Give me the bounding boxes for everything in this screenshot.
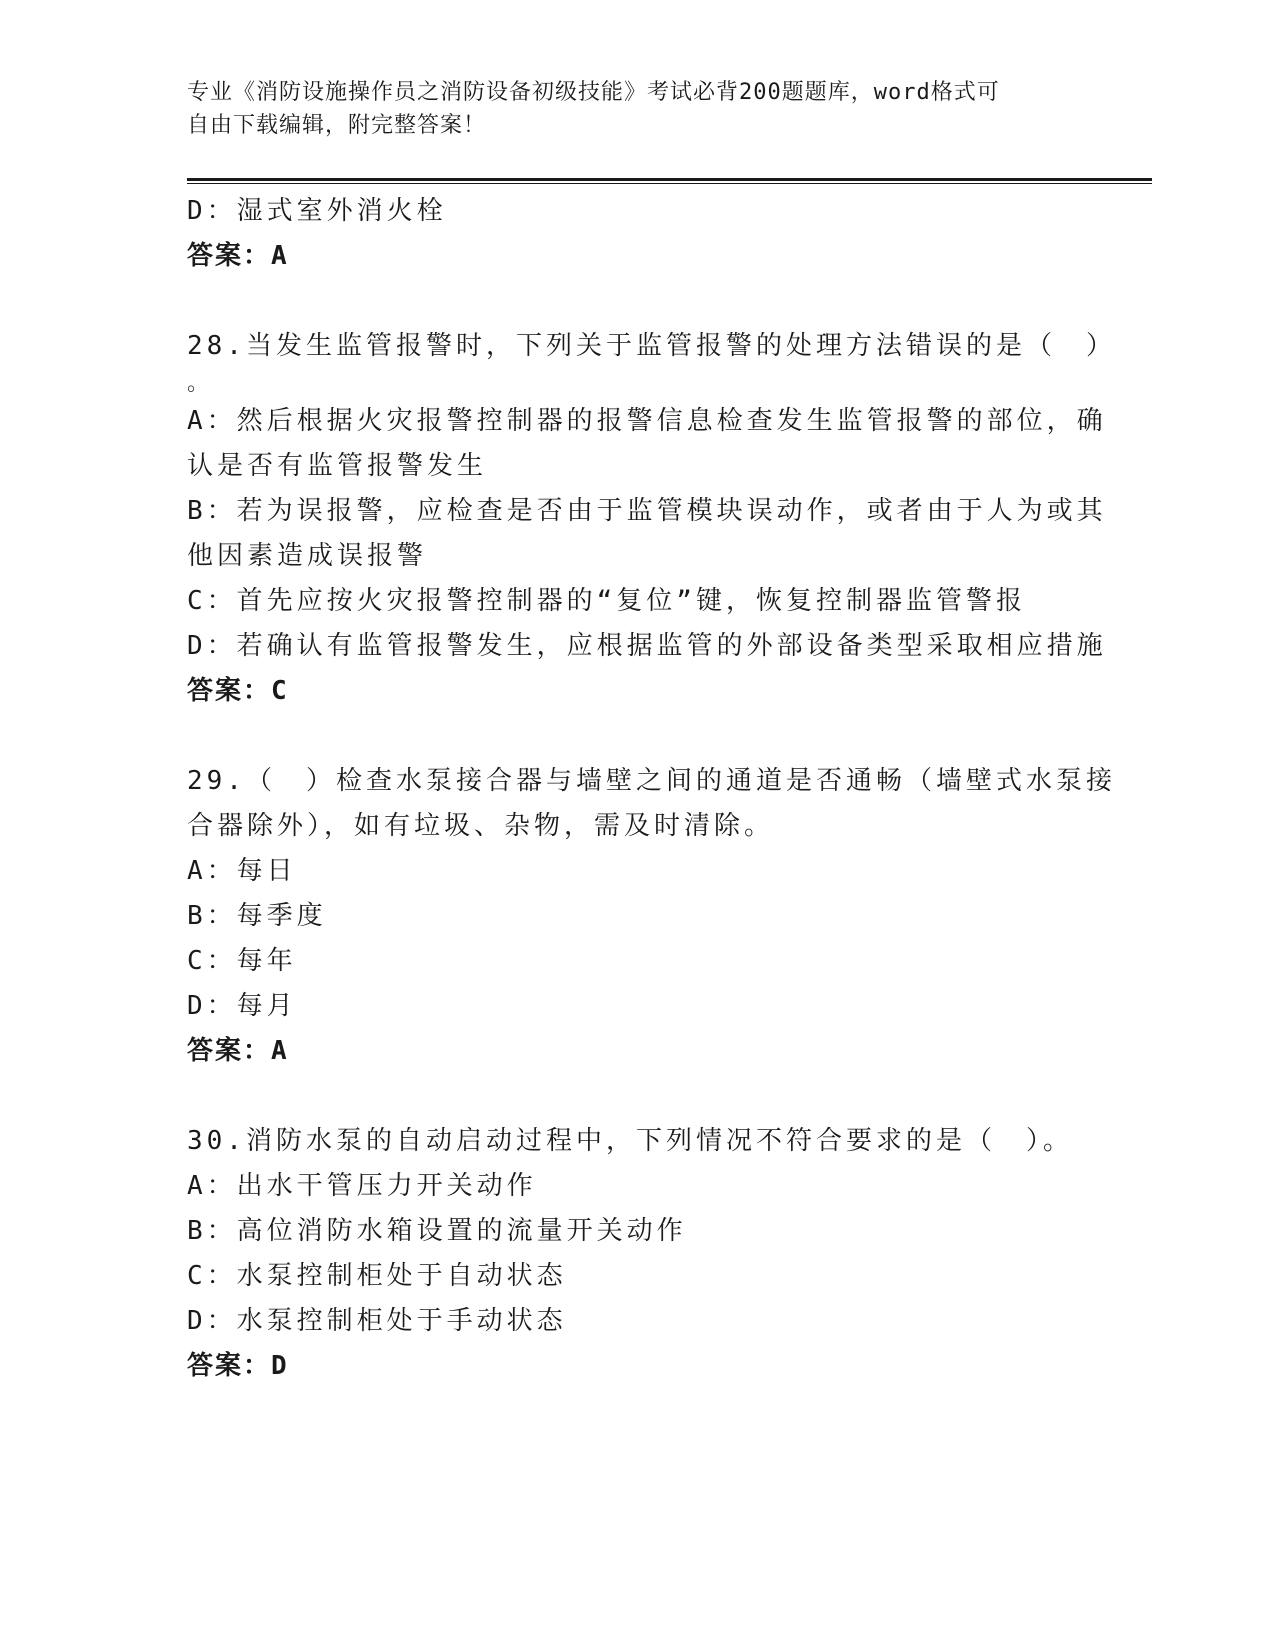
option-d: D：水泵控制柜处于手动状态 bbox=[187, 1306, 567, 1336]
answer-label: 答案：A bbox=[187, 241, 289, 271]
option-b-continued: 他因素造成误报警 bbox=[187, 541, 428, 571]
spacer bbox=[187, 279, 1077, 324]
document-header bbox=[187, 76, 1067, 142]
spacer bbox=[187, 1074, 1077, 1119]
option-a: A：每日 bbox=[187, 856, 297, 886]
option-a-continued: 认是否有监管报警发生 bbox=[187, 451, 488, 481]
question-stem-continued: 。 bbox=[187, 371, 214, 396]
question-stem: 28.当发生监管报警时，下列关于监管报警的处理方法错误的是（ ） bbox=[187, 331, 1116, 361]
spacer bbox=[187, 714, 1077, 759]
answer-label: 答案：D bbox=[187, 1351, 289, 1381]
option-a: A：出水干管压力开关动作 bbox=[187, 1171, 537, 1201]
question-29 bbox=[187, 759, 1116, 1074]
question-list bbox=[187, 189, 1116, 1389]
option-d: D：若确认有监管报警发生，应根据监管的外部设备类型采取相应措施 bbox=[187, 631, 1107, 661]
question-stem: 29.（ ）检查水泵接合器与墙壁之间的通道是否通畅（墙壁式水泵接 bbox=[187, 766, 1116, 796]
question-27-tail bbox=[187, 189, 1077, 279]
header-title-line-1: 专业《消防设施操作员之消防设备初级技能》考试必背200题题库，word格式可 bbox=[187, 80, 1000, 105]
option-c: C：首先应按火灾报警控制器的“复位”键，恢复控制器监管警报 bbox=[187, 586, 1026, 616]
option-c: C：每年 bbox=[187, 946, 297, 976]
header-title-line-2: 自由下载编辑，附完整答案！ bbox=[187, 113, 487, 138]
answer-label: 答案：A bbox=[187, 1036, 289, 1066]
option-b: B：若为误报警，应检查是否由于监管模块误动作，或者由于人为或其 bbox=[187, 496, 1107, 526]
option-d: D：湿式室外消火栓 bbox=[187, 196, 447, 226]
option-b: B：每季度 bbox=[187, 901, 327, 931]
option-d: D：每月 bbox=[187, 991, 297, 1021]
question-stem-continued: 合器除外），如有垃圾、杂物，需及时清除。 bbox=[187, 811, 775, 841]
answer-label: 答案：C bbox=[187, 676, 289, 706]
option-b: B：高位消防水箱设置的流量开关动作 bbox=[187, 1216, 687, 1246]
option-c: C：水泵控制柜处于自动状态 bbox=[187, 1261, 567, 1291]
header-divider bbox=[187, 178, 1152, 184]
option-a: A：然后根据火灾报警控制器的报警信息检查发生监管报警的部位，确 bbox=[187, 406, 1107, 436]
question-30 bbox=[187, 1119, 1077, 1389]
question-28 bbox=[187, 324, 1116, 714]
question-stem: 30.消防水泵的自动启动过程中，下列情况不符合要求的是（ ）。 bbox=[187, 1126, 1073, 1156]
